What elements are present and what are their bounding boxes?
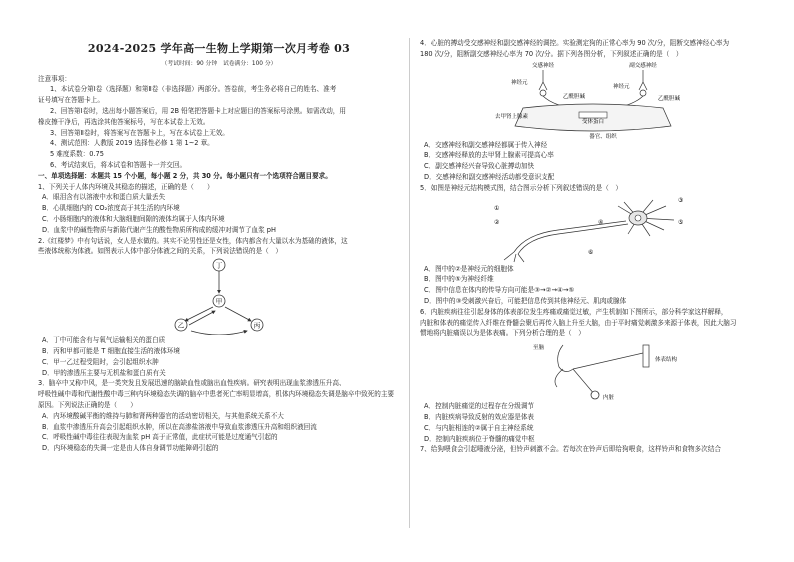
- label-organ-tissue: 器官、组织: [588, 133, 617, 140]
- q2-option-b: B．丙和甲都可能是 T 细胞直接生活的液体环境: [42, 346, 181, 355]
- label-receptor: 受体蛋白: [581, 118, 604, 125]
- note-item: 4、测试范围：人教版 2019 选择性必修 1 第 1~2 章。: [50, 139, 214, 148]
- label-to-brain: 至脑: [532, 345, 544, 352]
- q4-option-b: B．交感神经释放的去甲肾上腺素可提高心率: [424, 151, 554, 160]
- node-ding: 丁: [215, 261, 223, 270]
- notes-heading: 注意事项：: [38, 74, 71, 83]
- q6-option-d: D．控制内脏疾病位于脊髓的痛觉中枢: [424, 434, 535, 443]
- q5-option-b: B．图中的⑤为神经纤维: [424, 275, 494, 284]
- neuron-structure-diagram: [488, 194, 698, 264]
- question-6-stem: 惯地将内脏痛误以为是体表痛。下列分析合理的是（ ）: [420, 329, 585, 338]
- note-item: 3、回答第Ⅱ卷时，将答案写在答题卡上，写在本试卷上无效。: [50, 128, 229, 137]
- q1-option-b: B．心肌细胞内的 CO₂浓度高于其生活的内环境: [42, 204, 180, 213]
- node-yi: 乙: [177, 321, 185, 330]
- question-6-stem: 6．内脏疾病往往引起身体的体表部位发生疼痛或痛觉过敏，产生机制如下图所示，部分科学家这样解释，: [420, 307, 728, 316]
- node-bing: 丙: [253, 321, 261, 330]
- q1-option-c: C．小肠细胞内的液体和大脑细胞间隙的液体均属于人体内环境: [42, 214, 225, 223]
- body-fluid-diagram: [159, 257, 279, 335]
- question-3-stem: 原因。下列说法正确的是（ ）: [38, 400, 137, 409]
- q6-option-a: A．控制内脏痛觉的过程存在分级调节: [424, 402, 535, 411]
- q2-option-a: A．丁中可能含有与氧气运输相关的蛋白质: [42, 336, 166, 345]
- label-parasympathetic: 副交感神经: [628, 62, 657, 69]
- right-column: [420, 38, 765, 455]
- referred-pain-diagram: [493, 339, 693, 401]
- exam-meta: （考试时间：90 分钟 试卷满分：100 分）: [161, 60, 277, 67]
- column-divider: [409, 38, 410, 528]
- question-7-stem: 7、给狗喂食会引起唾液分泌，但铃声刺激不会。若每次在铃声后即给狗喂食，这样铃声和食物多次结合: [420, 445, 721, 454]
- question-2-stem: 些液体统称为体液。如图表示人体中部分体液之间的关系，下列说法错误的是（ ）: [38, 247, 282, 256]
- q3-option-c: C．呼吸性碱中毒往往表现为血浆 pH 高于正常值，此症状可能是过度通气引起的: [42, 433, 278, 442]
- label-3: ③: [677, 196, 683, 204]
- section-heading: 一、单项选择题：本题共 15 个小题，每小题 2 分，共 30 分。每小题只有一个选项符合题目要求。: [38, 171, 332, 180]
- q3-option-b: B．血浆中渗透压升高会引起组织水肿，所以在高渗盐溶液中导致血浆渗透压升高和组织液回流: [42, 422, 317, 431]
- q5-option-a: A．图中的②是神经元的细胞体: [424, 264, 514, 273]
- q3-option-a: A．内环境酸碱平衡的维持与肺和肾两种器官的活动密切相关，与其他系统关系不大: [42, 411, 284, 420]
- note-item: 6、考试结束后，将本试卷和答题卡一并交回。: [50, 160, 187, 169]
- q4-option-d: D．交感神经和副交感神经活动都受意识支配: [424, 172, 555, 181]
- note-item: 1、本试卷分第Ⅰ卷（选择题）和第Ⅱ卷（非选择题）两部分。答卷前，考生务必将自己的姓名、准考: [50, 85, 337, 94]
- q1-option-d: D．血浆中的碱性物质与新陈代谢产生的酸性物质所构成的缓冲对调节了血浆 pH: [42, 225, 276, 234]
- left-column: [38, 0, 400, 454]
- question-3-stem: 3．脑卒中又称中风，是一类突发且发展迅速的脑缺血性或脑出血性疾病。研究表明出现血浆渗透压升高、: [38, 379, 346, 388]
- question-4-stem: 4．心脏的搏动受交感神经和副交感神经的调控。实验测定狗的正常心率为 90 次/分，阻断交感神经心率为: [420, 39, 730, 47]
- q6-option-b: B．内脏疾病导致反射的效应器是体表: [424, 412, 535, 421]
- label-ach-left: 乙酰胆碱: [562, 93, 585, 100]
- q3-option-d: D．内环境稳态的失调一定是由人体自身调节功能障碍引起的: [42, 444, 219, 453]
- label-neuron-right: 神经元: [612, 83, 630, 90]
- label-6: ⑥: [587, 248, 593, 256]
- question-2-stem: 2.《红楼梦》中有句话说，女人是水做的。其实不论男性还是女性，体内都含有大量以水为基础的液体，这: [38, 236, 348, 245]
- label-5: ⑤: [677, 218, 683, 226]
- q4-option-a: A．交感神经和副交感神经都属于传入神经: [424, 140, 548, 149]
- label-2: ②: [493, 218, 499, 226]
- q5-option-d: D．图中的③受刺激兴奋后，可能把信息传到其他神经元、肌肉或腺体: [424, 296, 627, 305]
- note-item: 5 难度系数：0.75: [50, 150, 104, 159]
- label-neuron-left: 神经元: [510, 79, 528, 86]
- label-body-surface: 体表结构: [654, 357, 677, 364]
- label-viscera: 内脏: [602, 395, 614, 402]
- question-4-stem: 180 次/分，阻断副交感神经心率为 70 次/分。据下列各图分析，下列叙述正确的是（ ）: [420, 49, 683, 58]
- label-norepinephrine: 去甲肾上腺素: [494, 113, 528, 120]
- note-item: 证号填写在答题卡上。: [38, 96, 104, 105]
- q6-option-c: C．与内脏相连的②属于自主神经系统: [424, 423, 534, 432]
- q2-option-d: D．甲的渗透压主要与无机盐和蛋白质有关: [42, 368, 166, 377]
- page-title: 2024-2025 学年高一生物上学期第一次月考卷 03: [87, 42, 351, 55]
- q5-option-c: C．图中信息在体内的传导方向可能是③→②→④→⑤: [424, 286, 575, 295]
- node-jia: 甲: [215, 297, 223, 306]
- question-6-stem: 内脏和体表的痛觉传入纤维在脊髓会聚后再传入脑上升至大脑，由于平时痛觉刺激多来源于体表，因此大脑习: [420, 318, 737, 327]
- question-5-stem: 5．如图是神经元结构模式图，结合图示分析下列叙述错误的是（ ）: [420, 183, 623, 192]
- q4-option-c: C．副交感神经兴奋导致心脏搏动加快: [424, 162, 535, 171]
- label-1: ①: [493, 204, 499, 212]
- note-item: 2、回答第Ⅰ卷时，选出每小题答案后，用 2B 铅笔把答题卡上对应题目的答案标号涂黑。如需改动，用: [50, 106, 346, 115]
- label-sympathetic: 交感神经: [531, 62, 554, 69]
- label-4: ④: [597, 218, 603, 226]
- note-item: 橡皮擦干净后，再选涂其他答案标号，写在本试卷上无效。: [38, 117, 210, 126]
- question-3-stem: 呼吸性碱中毒和代谢性酸中毒三种内环境稳态失调的脑卒中患者死亡率明显增高，机体内环境稳态失调是脑卒中致死的主要: [38, 390, 395, 399]
- q1-option-a: A．眼泪含有以溶液中水和蛋白质大量丢失: [42, 193, 166, 202]
- question-1-stem: 1、下列关于人体内环境及其稳态的描述，正确的是（ ）: [38, 182, 214, 191]
- label-ach-right: 乙酰胆碱: [657, 95, 680, 102]
- autonomic-nerve-diagram: [493, 60, 693, 140]
- q2-option-c: C．甲一乙过程受阻时，会引起组织水肿: [42, 357, 159, 366]
